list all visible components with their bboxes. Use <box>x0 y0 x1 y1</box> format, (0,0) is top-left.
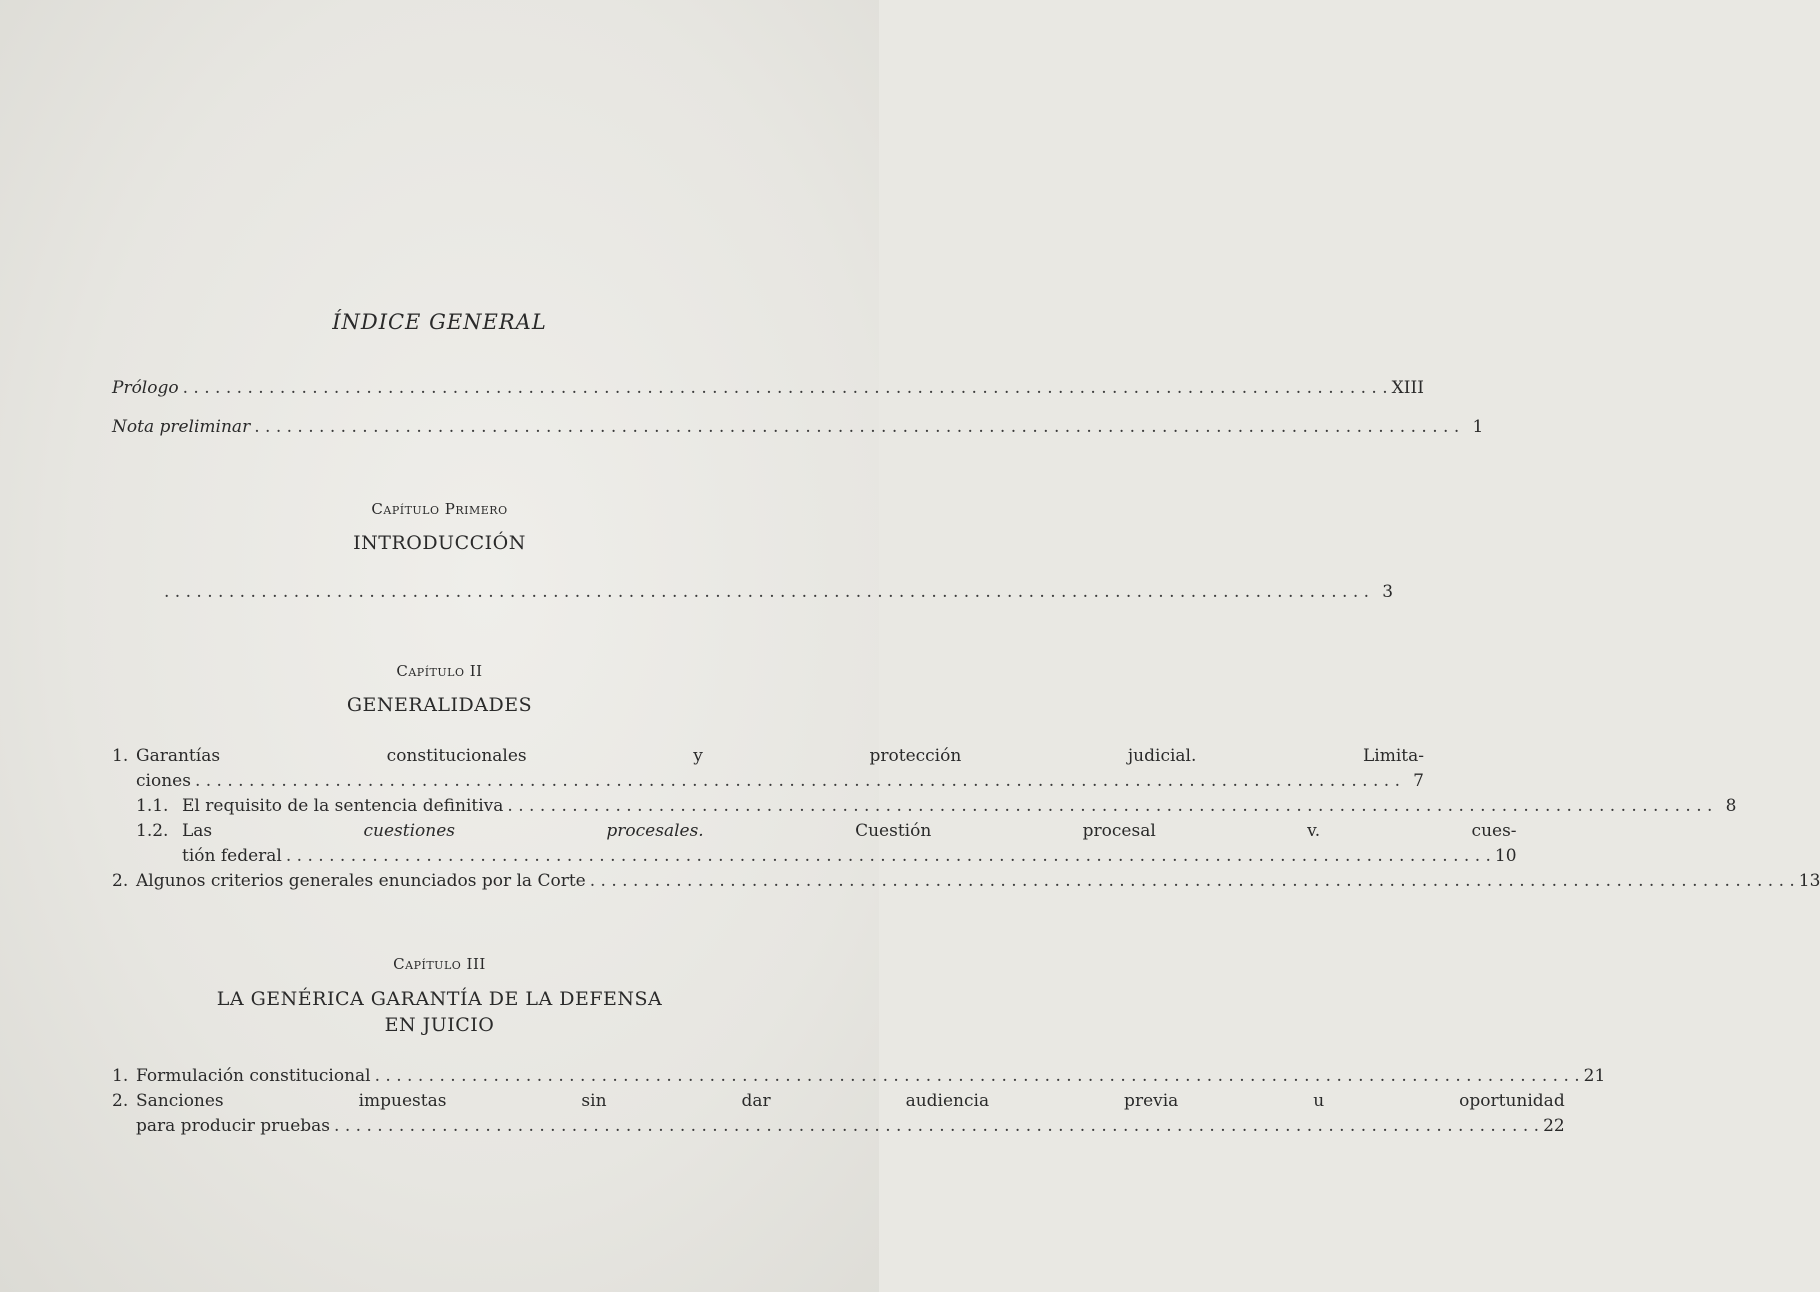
toc-entry-label: tión federal <box>182 846 282 866</box>
toc-entry-text: Garantías constitucionales y protección judicial. Limita- <box>136 746 1424 766</box>
toc-entry-number: 1.2. <box>136 821 169 841</box>
chapter-label: Capítulo Primero <box>371 500 508 518</box>
toc-entry-label: Formulación constitucional <box>136 1066 371 1086</box>
chapter-title-line2: EN JUICIO <box>384 1014 495 1036</box>
page-title: ÍNDICE GENERAL <box>332 310 547 334</box>
toc-entry[interactable] <box>112 819 1517 869</box>
chapter-title-line1: LA GENÉRICA GARANTÍA DE LA DEFENSA <box>216 988 663 1010</box>
toc-entry-text: Las cuestiones procesales. Cuestión procesal v. cues- <box>182 821 1517 841</box>
toc-entry-prologo[interactable] <box>112 376 1424 401</box>
chapter-entries <box>112 1064 1606 1139</box>
toc-entry[interactable] <box>112 1089 1565 1139</box>
toc-entry-nota-preliminar[interactable] <box>112 415 1484 440</box>
leader-dots <box>254 415 1459 440</box>
toc-page-number: 13 <box>1798 871 1820 891</box>
toc-entry-introduccion[interactable] <box>112 580 1394 605</box>
chapter-label: Capítulo II <box>396 662 483 680</box>
toc-entry-label: Nota preliminar <box>112 417 251 437</box>
leader-dots <box>334 1114 1539 1139</box>
toc-entry-number: 2. <box>112 1091 129 1111</box>
leader-dots <box>164 580 1369 605</box>
toc-entry[interactable] <box>112 1064 1606 1089</box>
leader-dots <box>375 1064 1580 1089</box>
leader-dots <box>590 869 1795 894</box>
toc-page-number: 10 <box>1494 846 1517 866</box>
chapter-title: INTRODUCCIÓN <box>353 532 526 554</box>
chapter-title: GENERALIDADES <box>346 694 533 716</box>
toc-entry-label: Prólogo <box>112 378 179 398</box>
toc-entry-label: El requisito de la sentencia definitiva <box>182 796 504 816</box>
toc-entry-last-line <box>136 769 1424 794</box>
toc-entry-number: 2. <box>112 871 129 891</box>
front-matter <box>112 376 1484 440</box>
toc-entry-number: 1. <box>112 746 129 766</box>
toc-page-number: 8 <box>1725 796 1737 816</box>
toc-entry-label: ciones <box>136 771 191 791</box>
leader-dots <box>183 376 1388 401</box>
chapter-entries <box>112 580 1394 605</box>
chapter-label: Capítulo III <box>393 955 486 973</box>
leader-dots <box>286 844 1491 869</box>
chapter-entries <box>112 744 1820 894</box>
toc-entry-label: Algunos criterios generales enunciados por la Corte <box>136 871 586 891</box>
leader-dots <box>195 769 1400 794</box>
toc-entry-text: Sanciones impuestas sin dar audiencia previa u oportunidad <box>136 1091 1565 1111</box>
toc-entry-last-line <box>182 794 1736 819</box>
toc-entry[interactable] <box>112 744 1424 794</box>
toc-page-number: 1 <box>1472 417 1484 437</box>
toc-entry-label: para producir pruebas <box>136 1116 331 1136</box>
toc-page-number: 22 <box>1543 1116 1565 1136</box>
toc-entry-number: 1. <box>112 1066 129 1086</box>
toc-entry-last-line <box>136 1064 1605 1089</box>
toc-entry-last-line <box>182 844 1517 869</box>
toc-entry[interactable] <box>112 869 1820 894</box>
leader-dots <box>507 794 1712 819</box>
toc-entry-last-line <box>136 1114 1565 1139</box>
toc-page-number: 3 <box>1382 582 1394 602</box>
toc-entry-number: 1.1. <box>136 796 169 816</box>
toc-page-number: 21 <box>1583 1066 1606 1086</box>
toc-page-number: XIII <box>1391 378 1424 398</box>
toc-entry-last-line <box>136 869 1820 894</box>
toc-page-number: 7 <box>1413 771 1424 791</box>
toc-entry[interactable] <box>112 794 1737 819</box>
